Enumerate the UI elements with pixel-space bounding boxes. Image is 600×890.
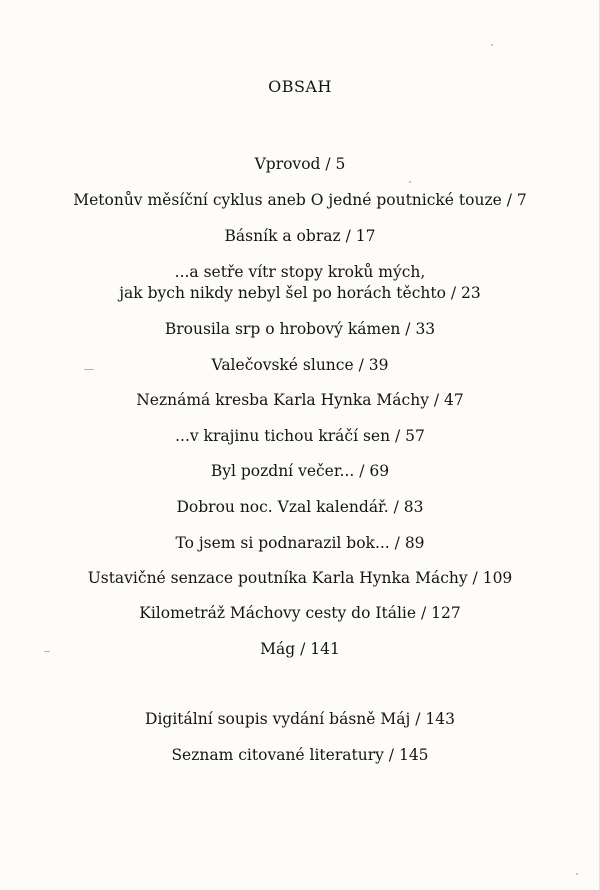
paper-speck <box>409 181 411 183</box>
toc-entry: To jsem si podnarazil bok... / 89 <box>175 534 425 552</box>
entry-page: 7 <box>516 191 527 209</box>
entry-title: Dobrou noc. Vzal kalendář. <box>176 498 389 516</box>
toc-entry: Neznámá kresba Karla Hynka Máchy / 47 <box>136 391 464 409</box>
toc-entry: Kilometráž Máchovy cesty do Itálie / 127 <box>139 604 461 622</box>
entry-title-line: ...a setře vítr stopy kroků mých, <box>174 263 426 281</box>
entry-title: Kilometráž Máchovy cesty do Itálie <box>139 604 417 622</box>
toc-entry: Mág / 141 <box>260 640 340 658</box>
toc-entry: Digitální soupis vydání básně Máj / 143 <box>145 710 455 728</box>
paper-speck <box>576 873 578 875</box>
toc-entry: ...v krajinu tichou kráčí sen / 57 <box>175 427 425 445</box>
toc-entry: Seznam citované literatury / 145 <box>171 746 429 764</box>
entry-page: 5 <box>335 155 346 173</box>
toc-heading: OBSAH <box>268 77 332 96</box>
paper-speck <box>84 369 94 370</box>
entry-title: Neznámá kresba Karla Hynka Máchy <box>136 391 429 409</box>
entry-title: Seznam citované literatury <box>171 746 384 764</box>
toc-entry: Vprovod / 5 <box>254 155 346 173</box>
entry-title: Vprovod <box>254 155 321 173</box>
entry-page: 145 <box>398 746 429 764</box>
toc-entry: Valečovské slunce / 39 <box>211 356 389 374</box>
paper-speck <box>44 651 50 652</box>
entry-page: 33 <box>415 320 436 338</box>
entry-page: 127 <box>431 604 461 622</box>
toc-entry: ...a setře vítr stopy kroků mých, jak bych nikdy nebyl šel po horách těchto / 23 <box>0 262 600 304</box>
entry-title: Byl pozdní večer... <box>210 462 355 480</box>
toc-entry: Dobrou noc. Vzal kalendář. / 83 <box>176 498 424 516</box>
entry-title: Valečovské slunce <box>211 356 354 374</box>
toc-entry: Metonův měsíční cyklus aneb O jedné poutnické touze / 7 <box>73 191 527 209</box>
entry-page: 83 <box>403 498 424 516</box>
toc-entry: Ustavičné senzace poutníka Karla Hynka Máchy / 109 <box>87 569 513 587</box>
entry-page: 57 <box>405 427 425 445</box>
toc-entry: Brousila srp o hrobový kámen / 33 <box>164 320 436 338</box>
entry-page: 143 <box>425 710 455 728</box>
entry-title: Básník a obraz <box>224 227 341 245</box>
toc-entry: Byl pozdní večer... / 69 <box>210 462 390 480</box>
entry-page: 23 <box>461 284 481 302</box>
entry-title: To jsem si podnarazil bok... <box>175 534 390 552</box>
entry-title: ...v krajinu tichou kráčí sen <box>175 427 391 445</box>
entry-title: jak bych nikdy nebyl šel po horách těchto <box>119 284 446 302</box>
paper-speck <box>491 44 493 46</box>
entry-page: 39 <box>368 356 389 374</box>
entry-title: Metonův měsíční cyklus aneb O jedné poutnické touze <box>73 191 502 209</box>
entry-page: 69 <box>369 462 390 480</box>
entry-title: Mág <box>260 640 296 658</box>
entry-page: 17 <box>355 227 376 245</box>
entry-title: Ustavičné senzace poutníka Karla Hynka Máchy <box>87 569 468 587</box>
entry-title: Brousila srp o hrobový kámen <box>164 320 401 338</box>
entry-page: 89 <box>404 534 425 552</box>
entry-page: 47 <box>444 391 464 409</box>
toc-entry: Básník a obraz / 17 <box>224 227 376 245</box>
entry-title: Digitální soupis vydání básně Máj <box>145 710 411 728</box>
entry-page: 109 <box>482 569 513 587</box>
entry-page: 141 <box>310 640 340 658</box>
